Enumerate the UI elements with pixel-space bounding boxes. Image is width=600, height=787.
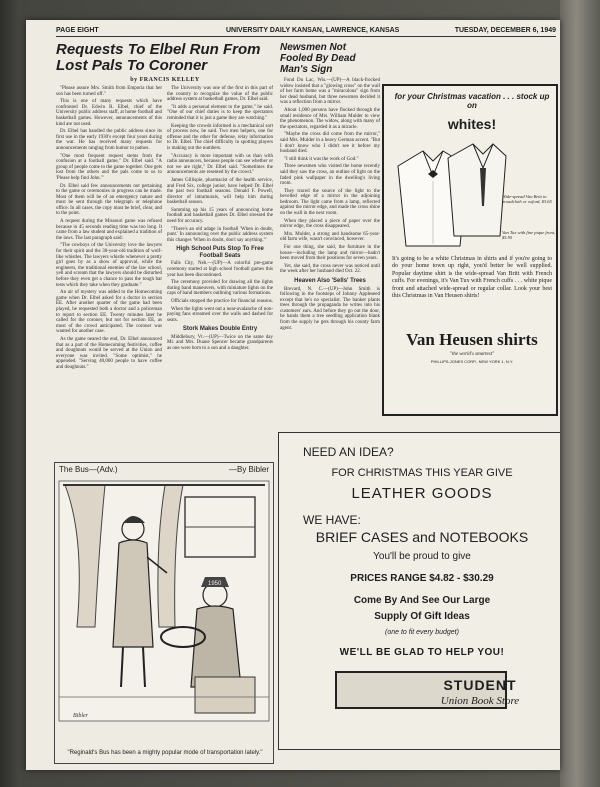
vh-tagline: "the world's smartest" bbox=[449, 352, 495, 357]
ad-vh-note-vantux: Van Tux with fine pique front, $5.95 bbox=[502, 230, 556, 240]
paragraph: "I still think it was the work of God." bbox=[284, 156, 359, 162]
ad-line: WE HAVE: bbox=[303, 513, 361, 527]
paragraph: Yet, she said, the cross never was noticed until the week after her husband died Oct. 22. bbox=[280, 263, 380, 275]
paragraph: When the lights went out a near-avalanche of non-paying fans streamed over the walls and dashed for seats. bbox=[167, 306, 273, 323]
paragraph: Officials stopped the practice for financial reasons. bbox=[171, 299, 273, 304]
paragraph: Keeping the crowds informed is a mechanical sort of process now, he said. Two men helpers, one for offense and the other for defense, relay information to Dr. Elbel. The chief difficulty in spotting players is making out the numbers. bbox=[167, 123, 273, 151]
paragraph: Dr. Elbel has handled the public address since its first use in the early 1930's except four years during the war. He has received many requests for announcements ranging from humor to pathos. bbox=[56, 129, 162, 151]
ad-line: NEED AN IDEA? bbox=[303, 445, 394, 459]
issue-date: TUESDAY, DECEMBER 6, 1949 bbox=[454, 27, 556, 34]
paragraph: "Accuracy is more important with us than with radio announcers, because people can see whether or not we are right," Dr. Elbel said. "Sometimes the announcements are resented by the crowd." bbox=[167, 153, 273, 176]
paragraph: "One most frequent request stems from the confusion at a football game," Dr. Elbel said. "A group of people come to the game together. One gets lost from the others and the pals come to us to 'Please help find John.'" bbox=[56, 153, 162, 181]
paragraph: Summing up his 15 years of announcing home football and basketball games Dr. Elbel stressed the need for accuracy. bbox=[167, 207, 273, 225]
paragraph: "Maybe the cross did come from the mirror," said Mrs. Mulder in a heavy German accent. "But I don't know who I didn't see it before my husband died. bbox=[280, 132, 380, 155]
paragraph: Middlebury, Vt.—(UP)—Twice on the same day Mr. and Mrs. Duane Spencer became grandparents as one were born to a son and a daughter. bbox=[167, 334, 273, 352]
ad-vh-logo bbox=[390, 330, 554, 364]
ad-vh-top: for your Christmas vacation . . . stock up on bbox=[394, 92, 550, 110]
subheadline-trees: Heaven Also 'Sells' Trees bbox=[294, 278, 366, 284]
comic-title: The Bus—(Adv.) bbox=[59, 465, 118, 474]
comic-panel bbox=[54, 462, 274, 764]
ad-van-heusen bbox=[382, 84, 558, 416]
paragraph: "There's an old adage in football 'When in doubt, punt.' In announcing over the public address system this changes 'When in doubt, don't say anything.'" bbox=[167, 226, 273, 243]
ad-leather-goods bbox=[278, 432, 560, 750]
ad-line: BRIEF CASES and NOTEBOOKS bbox=[315, 529, 529, 545]
headline-elbel: Requests To Elbel Run From Lost Pals To Coroner bbox=[56, 41, 261, 74]
headline-newsmen: Newsmen Not Fooled By Dead Man's Sign bbox=[280, 42, 356, 75]
comic-author: —By Bibler bbox=[228, 465, 269, 474]
ad-line: FOR CHRISTMAS THIS YEAR GIVE bbox=[331, 467, 513, 479]
shirts-illustration bbox=[388, 136, 508, 256]
subheadline-stork: Stork Makes Double Entry bbox=[182, 326, 258, 333]
paragraph: About 1,000 persons have flocked through the small residence of Mrs. William Mulder to view the phenomenon. The widow, along with many of the spectators, regarded it as a miracle. bbox=[280, 107, 380, 130]
page-number: PAGE EIGHT bbox=[56, 27, 99, 34]
paragraph: They traced the source of the light to the bevelled edge of a mirror in the adjoining bedroom. The light came from a lamp, reflected against the mirror edge, and made the cross shine on the wall in the next room. bbox=[280, 188, 380, 217]
byline: by FRANCIS KELLEY bbox=[130, 77, 200, 83]
artist-signature: Bibler bbox=[73, 713, 88, 719]
store-name-top: STUDENT bbox=[443, 677, 517, 693]
ad-line: Come By And See Our Large bbox=[353, 595, 491, 606]
paragraph: An air of mystery was added to the Homecoming game when Dr. Elbel asked for a doctor in section EE. After another quarter of the game had been played, he requested both a doctor and a policeman to report to section EE. Twenty minutes later he called for the coroner, but not for section EE, as most of the crowd anticipated. The coroner was wanted for another case. bbox=[56, 290, 162, 335]
store-name-bottom: Union Book Store bbox=[440, 695, 520, 707]
ad-line: Supply Of Gift Ideas bbox=[374, 611, 470, 622]
paragraph: When they placed a piece of paper over the mirror edge, the cross disappeared. bbox=[280, 218, 380, 230]
article-newsmen-body bbox=[280, 78, 380, 331]
store-banner bbox=[335, 671, 520, 709]
article-columns bbox=[56, 86, 274, 373]
vh-corp: PHILLIPS-JONES CORP., NEW YORK 1, N.Y. bbox=[430, 359, 514, 364]
paragraph: "It adds a personal element to the game," he said. "One of our chief duties is to keep the spectators reminded that it is just a game they are watching." bbox=[167, 104, 273, 121]
paragraph: Fond Du Lac, Wis.—(UP)—A black-frocked widow insisted that a "glowing cross" on the wall of her farm home was a "miraculous" sign from her dead husband, but three newsmen decided it was a reflection from a mirror. bbox=[280, 78, 380, 106]
masthead bbox=[56, 25, 556, 37]
cap-number: 1950 bbox=[208, 581, 222, 587]
subheadline-football-seats: High School Puts Stop To Free Football Seats bbox=[176, 246, 264, 259]
paragraph: For one thing, she said, the furniture in the house—including the lamp and mirror—hadn't been moved from their positions for seven years. bbox=[280, 245, 380, 262]
article-newsmen bbox=[280, 42, 380, 333]
article-col-2 bbox=[167, 86, 273, 373]
paragraph: As the game neared the end, Dr. Elbel announced that as a part of the Homecoming festivities, coffee and doughnuts would be served at the Union and everyone was invited. "Some optimist," he appended. "Serving 40,000 people to have coffee and doughnuts." bbox=[56, 336, 162, 370]
ad-prices: PRICES RANGE $4.82 - $30.29 bbox=[350, 573, 494, 584]
comic-illustration bbox=[55, 477, 273, 729]
paragraph: A request during the Missouri game was refused because in 45 seconds reading time was too long. It came from a law student and explained a tradition of the laws. The last paragraph said: bbox=[56, 219, 162, 241]
paragraph: Dr. Elbel said few announcements not pertaining to the game or ceremonies in progress can be made. Most of them will be of an emergency nature and must be sent through the telegraph or telephone office. In all cases, the copy must be brief, clear, and to the point. bbox=[56, 183, 162, 217]
vh-brand: Van Heusen shirts bbox=[406, 330, 538, 349]
paragraph: Falls City, Neb.—(UP)—A colorful pre-game ceremony started at high school football games this year has been discontinued. bbox=[167, 261, 273, 278]
paragraph: "The cowboys of the University love the lawyers for their spirit and the 30-year-old tradition of wolf-like whistles. The lawyers whistle whenever a pretty girl goes by as a show of approval, while the engineers, the traditional enemies of the law school, yell and scream that the lawyers should be disturbed before they even get a chance to pass the tough bar tests which they take when they graduate." bbox=[56, 243, 162, 288]
article-col-1 bbox=[56, 86, 162, 373]
ad-line: (one to fit every budget) bbox=[385, 629, 459, 636]
paragraph: The ceremony provided for drawing all the lights during band maneuvers, with miniature lights on the caps of band members outlining various formations. bbox=[167, 280, 273, 297]
paragraph: "Please assure Mrs. Smith from Emporia that her son has been turned off." bbox=[56, 86, 162, 97]
paragraph: Brevard, N. C.—(UP)—John Smith is following in the footsteps of Johnny Appleseed except that he's no specialist. The banker plants trees through the propaganda he writes into his customers' ears. And before they go out the door, he hands them a tree seedling application blank from the supply he gets through his county farm agent. bbox=[280, 286, 380, 331]
article-elbel bbox=[56, 42, 274, 373]
ad-vh-body: It's going to be a white Christmas in shirts and if you're going to do your home town up right, you'd better be well supplied. Popular daytime shirt is the wide-spread Van Britt with French cuffs. For evenings, it's Van Tux with French cuffs . . . white pique front and attached wide-spread or regular collar. Look your best this Christmas in Van Heusen shirts! bbox=[392, 256, 552, 300]
ad-line: LEATHER GOODS bbox=[351, 485, 493, 502]
ad-line: You'll be proud to give bbox=[373, 551, 471, 562]
ad-vh-note-vanbritt: Wide-spread Van Britt in broadcloth or oxford, $3.65 bbox=[502, 194, 552, 204]
page-edge bbox=[560, 0, 600, 787]
paragraph: The University was one of the first in this part of the country to recognize the value of the public address system at basketball games, Dr. Elbel said. bbox=[167, 86, 273, 103]
ad-line: WE'LL BE GLAD TO HELP YOU! bbox=[339, 647, 505, 658]
paragraph: Three newsmen who visited the home recently said they saw the cross, an outline of light on the faded pink wallpaper in the dwelling's living room. bbox=[280, 164, 380, 187]
paragraph: James Gillispie, pharmacist of the health service, and Fred Six, college junior, have helped Dr. Elbel the past two football seasons. Donald F. Powell, director of intramurals, will help him during basketball season. bbox=[167, 177, 273, 206]
paragraph: Mrs. Mulder, a strong and handsome 65-year-old farm wife, wasn't convinced, however. bbox=[280, 231, 380, 243]
comic-caption: "Reginald's Bus has been a mighty popular mode of transportation lately." bbox=[67, 750, 263, 756]
newspaper-page bbox=[26, 20, 560, 770]
ad-vh-whites: whites! bbox=[447, 116, 497, 132]
paragraph: This is one of many requests which have confronted Dr. Edwin R. Elbel, chief of the University public address staff, at home football and basketball games. However, announcements of this kind are not used. bbox=[56, 99, 162, 127]
paper-name: UNIVERSITY DAILY KANSAN, LAWRENCE, KANSAS bbox=[226, 27, 400, 34]
